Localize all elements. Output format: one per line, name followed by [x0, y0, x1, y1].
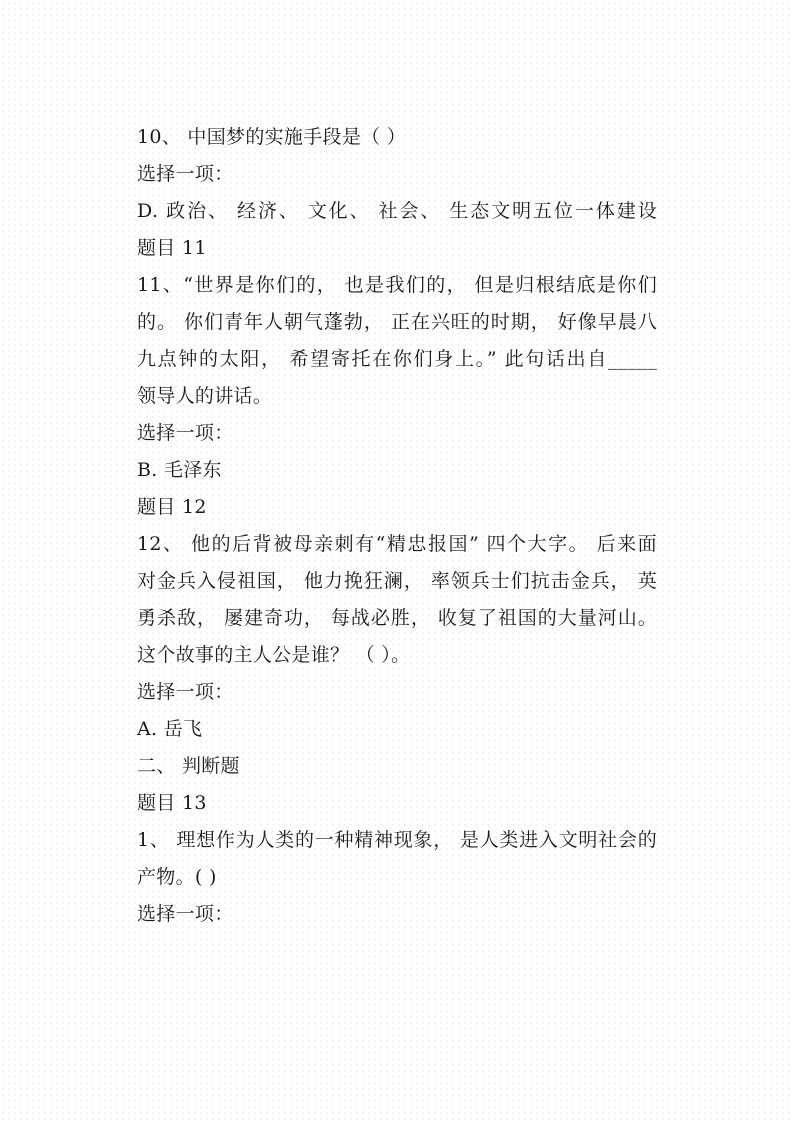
q10-stem: 10、 中国梦的实施手段是（ ） — [137, 126, 407, 148]
q12-answer: A. 岳飞 — [137, 718, 203, 740]
q12-stem-line-4: 这个故事的主人公是谁？ （ ）。 — [137, 644, 411, 666]
q11-stem-line-2: 的。 你们青年人朝气蓬勃， 正在兴旺的时期， 好像早晨八 — [137, 311, 657, 333]
q13-heading: 题目 13 — [137, 792, 207, 814]
q10-prompt: 选择一项： — [137, 163, 234, 185]
q12-prompt: 选择一项： — [137, 681, 234, 703]
q12-heading: 题目 12 — [137, 496, 207, 518]
q11-stem-line-1: 11、“世界是你们的， 也是我们的， 但是归根结底是你们 — [137, 274, 657, 296]
q12-stem-line-3: 勇杀敌， 屡建奇功， 每战必胜， 收复了祖国的大量河山。 — [137, 607, 657, 629]
q11-answer: B. 毛泽东 — [137, 459, 222, 481]
q13-stem-line-1: 1、 理想作为人类的一种精神现象， 是人类进入文明社会的 — [137, 829, 657, 851]
q13-prompt: 选择一项： — [137, 903, 234, 925]
document-page — [137, 124, 662, 929]
q10-answer: D. 政治、 经济、 文化、 社会、 生态文明五位一体建设 — [137, 200, 657, 222]
q11-stem-line-3: 九点钟的太阳， 希望寄托在你们身上。” 此句话出自_____ — [137, 348, 657, 370]
q11-stem-line-4: 领导人的讲话。 — [137, 385, 273, 407]
q11-prompt: 选择一项： — [137, 422, 234, 444]
q12-stem-line-1: 12、 他的后背被母亲刺有“精忠报国” 四个大字。 后来面 — [137, 533, 657, 555]
q12-stem-line-2: 对金兵入侵祖国， 他力挽狂澜， 率领兵士们抗击金兵， 英 — [137, 570, 657, 592]
q11-heading: 题目 11 — [137, 237, 207, 259]
section-2-heading: 二、 判断题 — [137, 755, 240, 777]
q13-stem-line-2: 产物。( ) — [137, 866, 217, 888]
